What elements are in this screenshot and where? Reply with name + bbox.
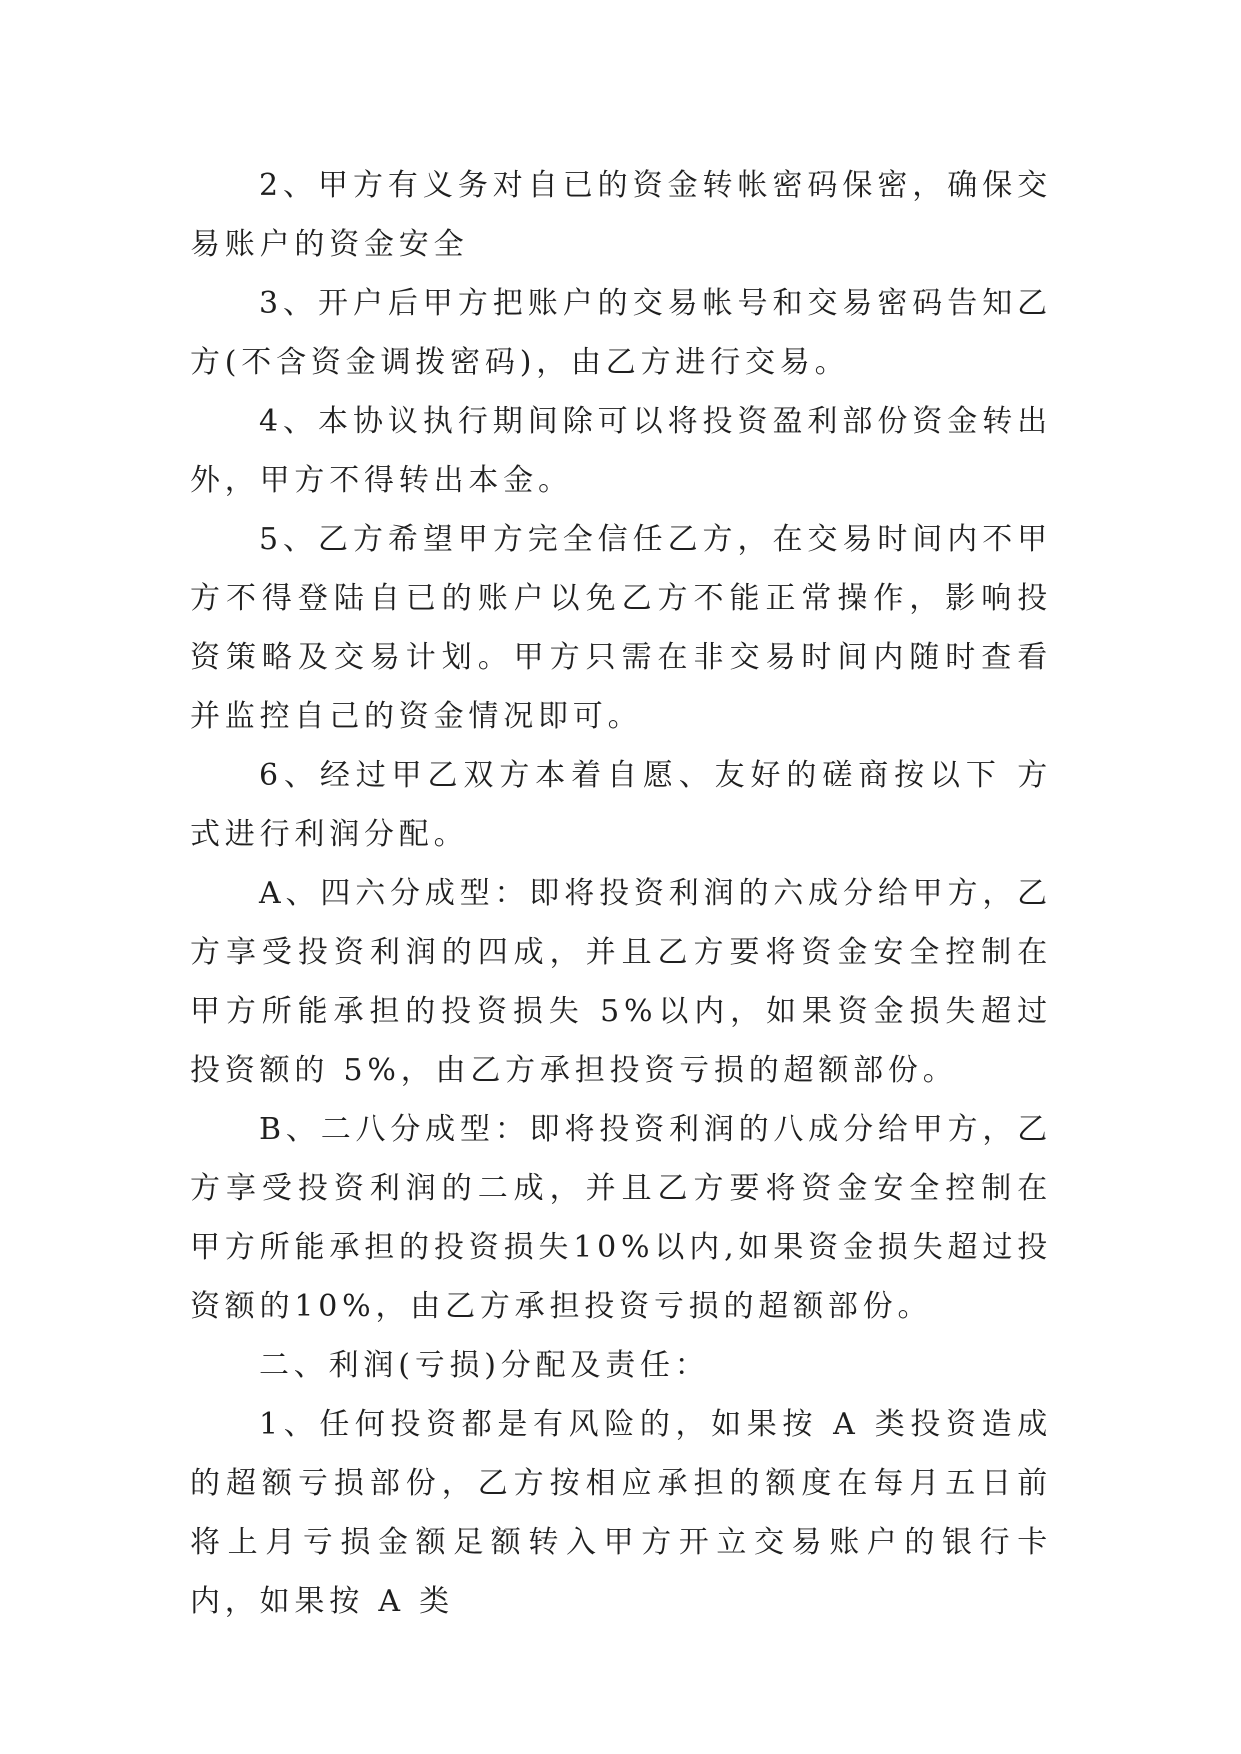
paragraph-option-a: A、四六分成型：即将投资利润的六成分给甲方，乙方享受投资利润的四成，并且乙方要将资金安全控制在甲方所能承担的投资损失 5%以内，如果资金损失超过投资额的 5%，由乙方承担投资亏损的超额部份。 [190, 876, 1052, 1088]
paragraph-option-b: B、二八分成型：即将投资利润的八成分给甲方，乙方享受投资利润的二成，并且乙方要将资金安全控制在甲方所能承担的投资损失10%以内,如果资金损失超过投资额的10%，由乙方承担投资亏损的超额部份。 [190, 1112, 1052, 1324]
paragraph-clause-4: 4、本协议执行期间除可以将投资盈利部份资金转出外，甲方不得转出本金。 [190, 404, 1052, 498]
paragraph-clause-3: 3、开户后甲方把账户的交易帐号和交易密码告知乙方(不含资金调拨密码)，由乙方进行交易。 [190, 286, 1052, 380]
paragraph-clause-6: 6、经过甲乙双方本着自愿、友好的磋商按以下 方式进行利润分配。 [190, 758, 1052, 852]
paragraph-clause-5: 5、乙方希望甲方完全信任乙方，在交易时间内不甲方不得登陆自已的账户以免乙方不能正常操作，影响投资策略及交易计划。甲方只需在非交易时间内随时查看并监控自己的资金情况即可。 [190, 522, 1052, 734]
section-heading-profit-loss: 二、利润(亏损)分配及责任： [259, 1348, 710, 1383]
document-body [190, 156, 1052, 1631]
paragraph-clause-2: 2、甲方有义务对自已的资金转帐密码保密，确保交易账户的资金安全 [190, 168, 1052, 262]
paragraph-risk-clause-1: 1、任何投资都是有风险的，如果按 A 类投资造成的超额亏损部份，乙方按相应承担的额度在每月五日前将上月亏损金额足额转入甲方开立交易账户的银行卡内，如果按 A 类 [190, 1407, 1052, 1619]
